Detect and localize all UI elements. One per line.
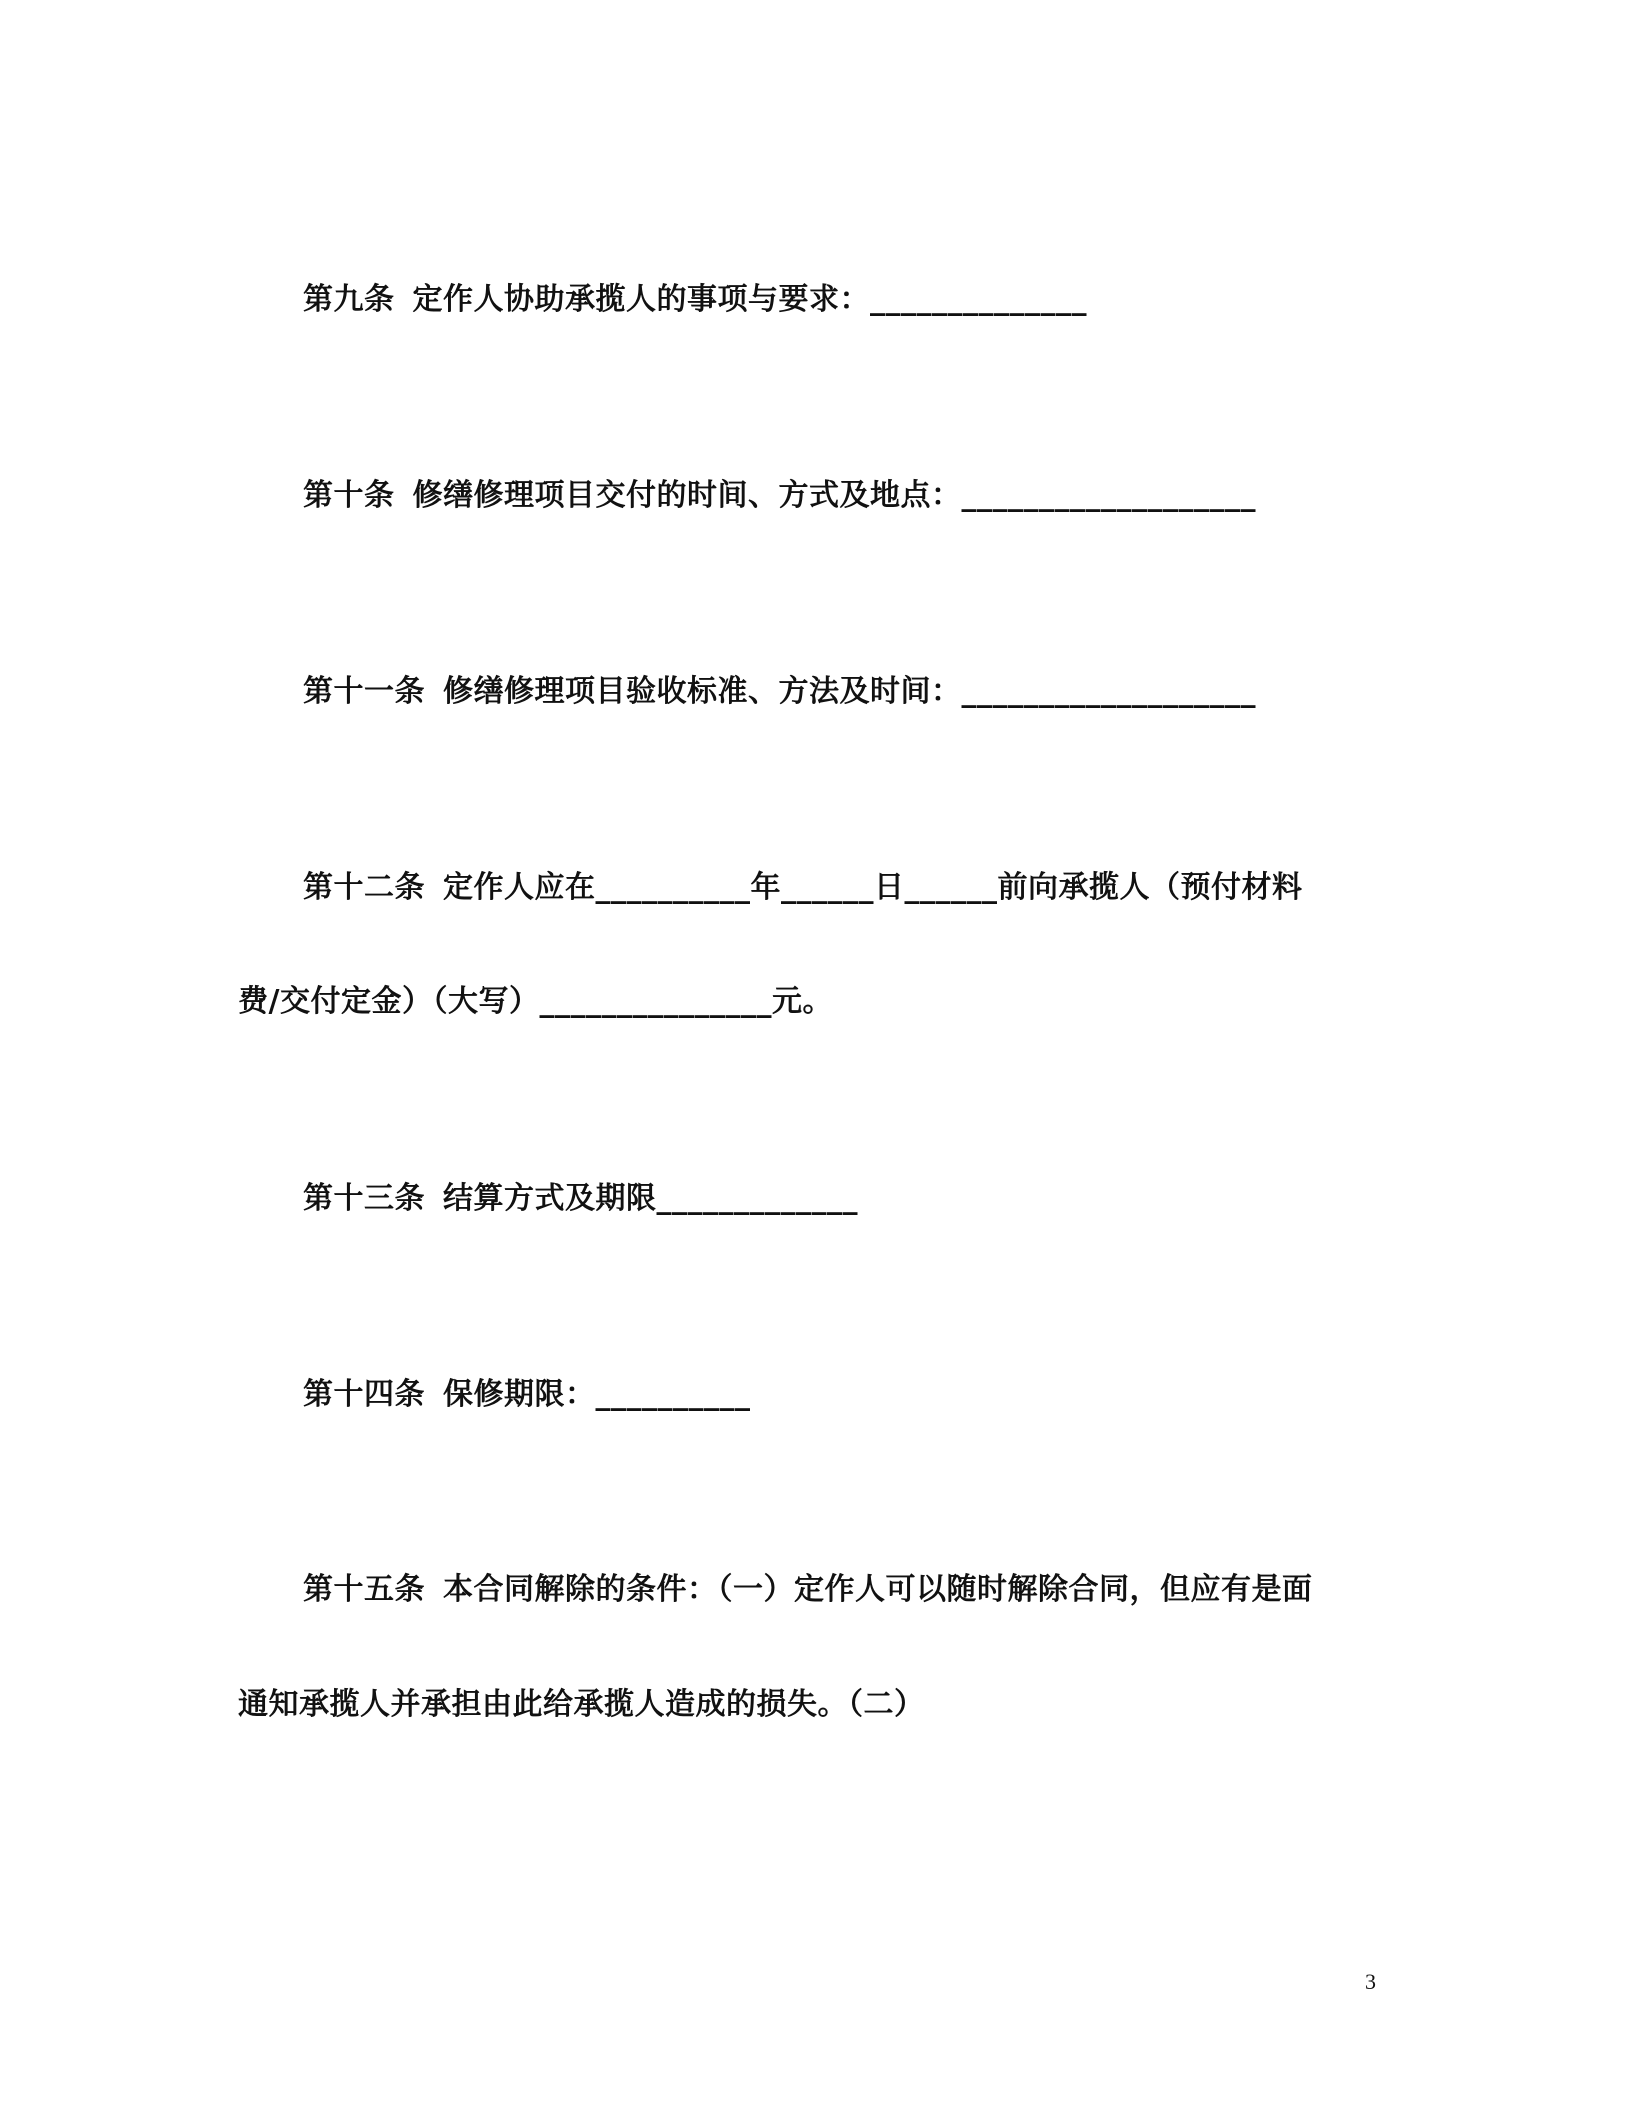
article-10-number: 第十条 <box>303 478 395 513</box>
article-13 <box>303 1179 858 1219</box>
article-11-number: 第十一条 <box>303 674 425 709</box>
article-14 <box>303 1375 751 1415</box>
article-12 <box>303 868 1303 908</box>
article-11-text: 修缮修理项目验收标准、方法及时间：___________________ <box>443 674 1256 709</box>
article-12-text: 定作人应在__________年______日______前向承揽人（预付材料 <box>443 870 1303 905</box>
article-11 <box>303 672 1256 712</box>
article-10 <box>303 476 1256 516</box>
article-12-number: 第十二条 <box>303 870 425 905</box>
article-15-number: 第十五条 <box>303 1572 425 1607</box>
article-9 <box>303 280 1087 320</box>
article-14-text: 保修期限：__________ <box>443 1377 751 1412</box>
page-number: 3 <box>1365 1969 1376 1994</box>
article-10-text: 修缮修理项目交付的时间、方式及地点：___________________ <box>412 478 1256 513</box>
article-9-text: 定作人协助承揽人的事项与要求：______________ <box>412 282 1087 317</box>
article-12-continuation: 费/交付定金）（大写）_______________元。 <box>238 984 833 1019</box>
article-15-text: 本合同解除的条件：（一）定作人可以随时解除合同，但应有是面 <box>443 1572 1313 1607</box>
article-9-number: 第九条 <box>303 282 395 317</box>
article-15-continuation: 通知承揽人并承担由此给承揽人造成的损失。（二） <box>238 1687 925 1722</box>
article-14-number: 第十四条 <box>303 1377 425 1412</box>
article-15 <box>303 1570 1313 1610</box>
article-13-number: 第十三条 <box>303 1181 425 1216</box>
article-13-text: 结算方式及期限_____________ <box>443 1181 858 1216</box>
